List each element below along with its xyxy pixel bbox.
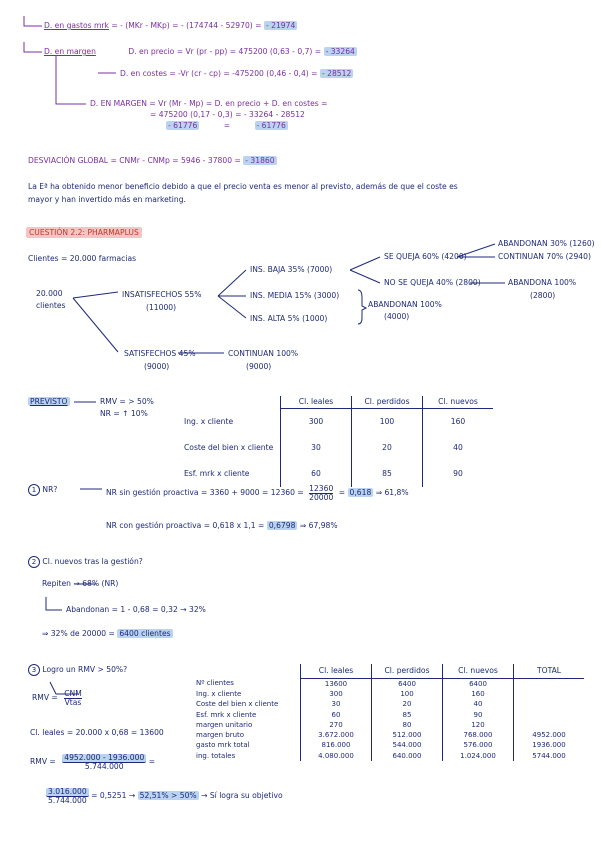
q3-cell: 40 [443, 700, 514, 710]
forecast-cell: 60 [281, 461, 352, 487]
q3-row-label: Esf. mrk x cliente [196, 710, 257, 719]
q3-cell: 1936.000 [514, 741, 585, 751]
q3-rmv-calc-eq: = [148, 757, 156, 767]
tree-total-label: clientes [36, 301, 66, 310]
q3-number: 3 [28, 664, 40, 676]
tree-leave-100a: ABANDONA 100% [508, 278, 577, 287]
tree-line-high [218, 296, 246, 318]
gastos-formula: = - (MKr - MKp) = - (174744 - 52970) = [111, 21, 262, 30]
q3-cell: 6400 [372, 679, 443, 690]
table-row [192, 730, 584, 740]
tree-line-noqueja [350, 270, 380, 283]
global-result: - 31860 [245, 156, 275, 165]
tree-line-unsat [73, 292, 118, 298]
q3-cell: 20 [372, 700, 443, 710]
q3-cell: 1.024.000 [443, 751, 514, 761]
q3-cell: 13600 [301, 679, 372, 690]
q3-cell: 4952.000 [514, 730, 585, 740]
q3-rmv-calc-fraction [62, 754, 146, 770]
margen-total-line1: D. EN MARGEN = Vr (Mr - Mp) = D. en precio + D. en costes = [90, 99, 328, 108]
gastos-row [44, 22, 297, 30]
tree-satisfied-n: (9000) [144, 362, 170, 371]
q3-table-corner [192, 664, 301, 679]
q3-cell: 90 [443, 710, 514, 720]
q3-row-label: margen unitario [196, 720, 253, 729]
q3-question: Logro un RMV > 50%? [42, 665, 128, 674]
q3-row-label: Coste del bien x cliente [196, 700, 279, 709]
q1-result2: 0,6798 [268, 521, 296, 530]
forecast-th: Cl. leales [281, 396, 352, 409]
forecast-cell: 90 [423, 461, 494, 487]
q1-label: NR? [42, 485, 58, 494]
arrow-line-2 [24, 42, 42, 52]
q3-rmv-den: Vtas [64, 697, 82, 707]
forecast-row-label: Esf. mrk x cliente [184, 469, 250, 479]
forecast-cell: 20 [352, 435, 423, 461]
arrow-line-4 [56, 56, 86, 104]
q3-cell: 768.000 [443, 730, 514, 740]
q3-cell [514, 689, 585, 699]
q3-rmv-calc-den: 5.744.000 [84, 761, 124, 771]
forecast-row-label: Ing. x cliente [184, 416, 234, 426]
table-row [180, 435, 493, 461]
q3-rmv-num: CNM [64, 689, 82, 698]
q3-heading [28, 664, 127, 676]
q1-number: 1 [28, 484, 40, 496]
q3-table-header [192, 664, 584, 679]
tree-ins-low: INS. BAJA 35% (7000) [250, 265, 333, 274]
q1-line2-text: NR con gestión proactiva = 0,618 x 1,1 = [106, 521, 265, 530]
q1-fraction [309, 485, 333, 501]
q3-rmv-fraction [64, 690, 82, 706]
q3-cell: 160 [443, 689, 514, 699]
tree-ins-mid: INS. MEDIA 15% (3000) [250, 291, 340, 300]
q3-cell [514, 700, 585, 710]
margen-total-equals: = [223, 121, 231, 130]
q2-line1: Repiten → 68% (NR) [42, 579, 119, 588]
tree-leave-100b: ABANDONAN 100% [368, 300, 442, 309]
tree-unsatisfied: INSATISFECHOS 55% [122, 290, 202, 299]
tree-satisfied: SATISFECHOS 45% [124, 349, 196, 358]
q3-row-label: Ing. x cliente [196, 689, 242, 698]
q3-cell: 544.000 [372, 741, 443, 751]
forecast-table-header [180, 396, 493, 409]
q3-final-tail: → Sí logra su objetivo [201, 791, 283, 801]
costes-result: - 28512 [321, 69, 352, 78]
q2-heading [28, 556, 143, 568]
margen-label: D. en margen [44, 47, 96, 56]
table-row [180, 409, 493, 436]
q3-cell: 6400 [443, 679, 514, 690]
forecast-line1: RMV = > 50% [100, 397, 154, 406]
forecast-cell: 100 [352, 409, 423, 436]
tree-line-sat [73, 298, 118, 352]
margen-total-results [166, 122, 288, 130]
q1-line2 [106, 522, 338, 530]
table-row [192, 689, 584, 699]
costes-formula: D. en costes = -Vr (cr - cp) = -475200 (0,46 - 0,4) = [120, 69, 318, 78]
q3-rmv-label: RMV = [32, 693, 58, 703]
forecast-label [28, 398, 70, 406]
q3-rmv-calc [30, 754, 155, 770]
q1-line1 [106, 485, 409, 501]
forecast-cell: 300 [281, 409, 352, 436]
q3-cell [514, 710, 585, 720]
q3-cell: 300 [301, 689, 372, 699]
tree-complains: SE QUEJA 60% (4200) [384, 252, 467, 261]
q2-number: 2 [28, 556, 40, 568]
q1-arrow-result: ⇒ 61,8% [375, 488, 409, 498]
case-title-text: CUESTIÓN 2.2: PHARMAPLUS [26, 227, 142, 238]
q3-cell: 640.000 [372, 751, 443, 761]
forecast-cell: 160 [423, 409, 494, 436]
q3-cell: 816.000 [301, 741, 372, 751]
q3-row-label: Nº clientes [196, 679, 234, 688]
forecast-label-text: PREVISTO [30, 397, 68, 406]
arrow-q2b [46, 597, 62, 610]
q2-line3 [42, 630, 173, 638]
q1-heading [28, 484, 57, 496]
tree-continue-all: CONTINUAN 100% [228, 349, 299, 358]
tree-leave-100a-n: (2800) [530, 291, 556, 300]
q2-question: Cl. nuevos tras la gestión? [42, 557, 143, 566]
q3-cell: 60 [301, 710, 372, 720]
forecast-th: Cl. nuevos [423, 396, 494, 409]
q3-rmv [32, 690, 82, 706]
margen-result: - 33264 [325, 47, 355, 56]
tree-leave-100b-n: (4000) [384, 312, 410, 321]
q3-final-result: 52,51% > 50% [139, 791, 197, 801]
q3-cell [514, 720, 585, 730]
case-title [26, 229, 142, 237]
q3-final-num: 3.016.000 [48, 787, 87, 796]
q3-cell: 80 [372, 720, 443, 730]
arrow-line-1 [24, 16, 42, 26]
gastos-label: D. en gastos mrk [44, 21, 109, 30]
margen-total-line2: = 475200 (0,17 - 0,3) = - 33264 - 28512 [150, 110, 305, 119]
forecast-cell: 30 [281, 435, 352, 461]
q3-row-label: gasto mrk total [196, 741, 250, 750]
q3-final-fraction [46, 788, 89, 804]
q3-cell: 30 [301, 700, 372, 710]
global-formula: = CNMr - CNMp = 5946 - 37800 = [110, 156, 241, 165]
q3-th: Cl. leales [301, 664, 372, 679]
forecast-table [180, 396, 493, 487]
q3-th: Cl. perdidos [372, 664, 443, 679]
table-row [192, 710, 584, 720]
q2-line2: Abandonan = 1 - 0,68 = 0,32 → 32% [66, 605, 206, 614]
global-note-1: La Eª ha obtenido menor beneficio debido a que el precio venta es menor al previsto, además de que el coste es [28, 182, 458, 191]
q1-frac-den: 20000 [309, 492, 334, 502]
q3-loyal-line: Cl. leales = 20.000 x 0,68 = 13600 [30, 728, 164, 737]
global-note-2: mayor y han invertido más en marketing. [28, 195, 186, 204]
margen-total-result-b: - 61776 [256, 121, 286, 130]
q3-cell: 4.080.000 [301, 751, 372, 761]
q1-arrow-result2: ⇒ 67,98% [299, 521, 338, 530]
q1-frac-num: 12360 [309, 484, 334, 493]
q2-line3-text: ⇒ 32% de 20000 = [42, 629, 115, 638]
q3-cell: 576.000 [443, 741, 514, 751]
table-row [180, 461, 493, 487]
tree-brace [358, 290, 366, 324]
tree-unsatisfied-n: (11000) [146, 303, 177, 312]
tree-line-low [218, 270, 246, 296]
q3-cell: 85 [372, 710, 443, 720]
gastos-result: - 21974 [265, 21, 296, 30]
tree-leave-30: ABANDONAN 30% (1260) [498, 239, 595, 248]
q2-result: 6400 clientes [119, 629, 171, 638]
q3-cell: 120 [443, 720, 514, 730]
q3-rmv-calc-num: 4952.000 - 1936.000 [64, 753, 145, 762]
global-label: DESVIACIÓN GLOBAL [28, 156, 109, 165]
forecast-line2: NR = ↑ 10% [100, 409, 148, 418]
q3-th: Cl. nuevos [443, 664, 514, 679]
q3-cell: 512.000 [372, 730, 443, 740]
q3-row-label: margen bruto [196, 731, 245, 740]
tree-continue-70: CONTINUAN 70% (2940) [498, 252, 591, 261]
q3-rmv-calc-label: RMV = [30, 757, 56, 767]
forecast-cell: 40 [423, 435, 494, 461]
q3-th: TOTAL [514, 664, 585, 679]
costes-row [120, 70, 353, 78]
forecast-cell: 85 [352, 461, 423, 487]
tree-continue-all-n: (9000) [246, 362, 272, 371]
q3-final [46, 788, 283, 804]
q3-table [192, 664, 584, 761]
q3-cell: 5744.000 [514, 751, 585, 761]
tree-line-queja [350, 257, 380, 270]
tree-ins-high: INS. ALTA 5% (1000) [250, 314, 328, 323]
table-row [192, 700, 584, 710]
q3-final-den: 5.744.000 [48, 795, 87, 805]
q3-cell [514, 679, 585, 690]
q1-result: 0,618 [349, 488, 372, 498]
q3-cell: 270 [301, 720, 372, 730]
global-row [28, 157, 277, 165]
margen-total-result-a: - 61776 [168, 121, 198, 130]
forecast-row-label: Coste del bien x cliente [184, 443, 274, 453]
tree-total: 20.000 [36, 289, 63, 298]
margen-formula: D. en precio = Vr (pr - pp) = 475200 (0,63 - 0,7) = [128, 47, 322, 56]
clients-line: Clientes = 20.000 farmacias [28, 254, 137, 263]
table-row [192, 720, 584, 730]
forecast-table-corner [180, 396, 281, 409]
q3-final-eq: = 0,5251 → [91, 791, 136, 801]
tree-not-complains: NO SE QUEJA 40% (2800) [384, 278, 481, 287]
q1-eq: = [338, 488, 346, 498]
table-row [192, 751, 584, 761]
q1-line1-text: NR sin gestión proactiva = 3360 + 9000 = 12360 = [106, 488, 304, 498]
q3-cell: 3.672.000 [301, 730, 372, 740]
table-row [192, 741, 584, 751]
forecast-th: Cl. perdidos [352, 396, 423, 409]
margen-row [44, 48, 357, 56]
table-row [192, 679, 584, 690]
q3-row-label: ing. totales [196, 751, 236, 760]
q3-cell: 100 [372, 689, 443, 699]
